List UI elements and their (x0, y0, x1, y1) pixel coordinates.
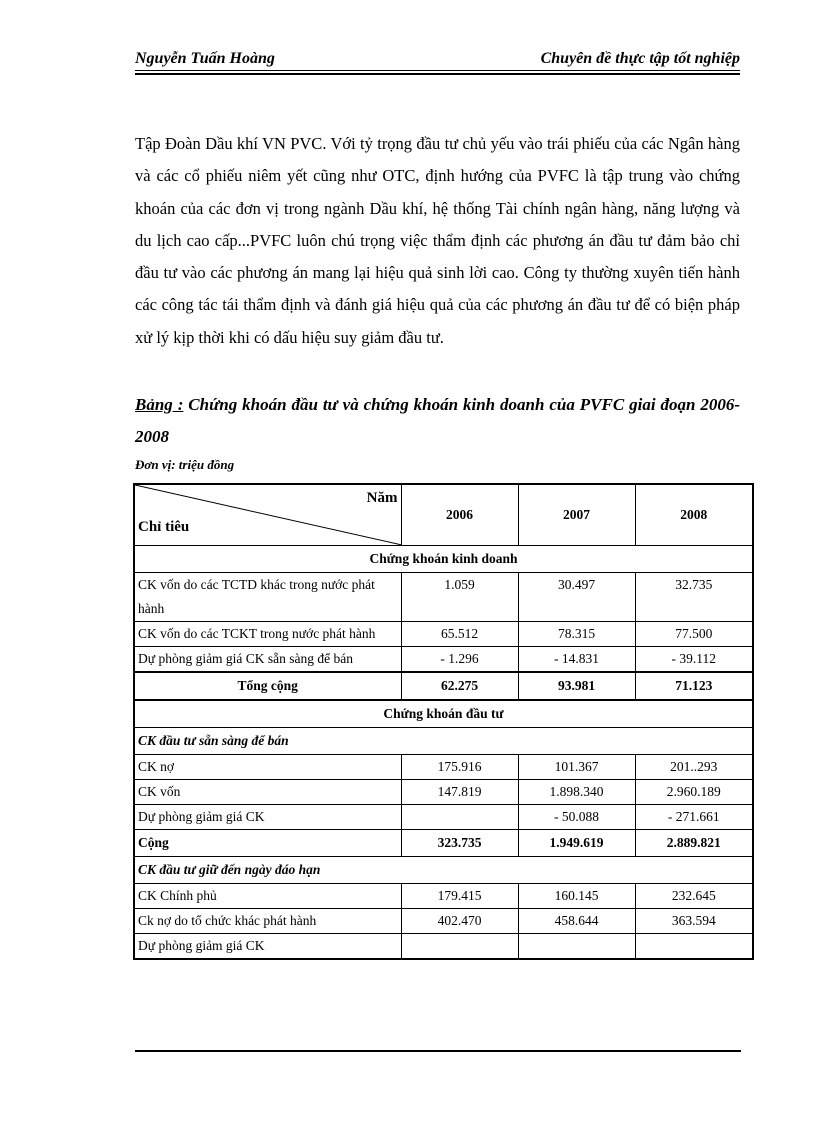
total-2008: 71.123 (635, 672, 753, 700)
table-row (134, 622, 753, 647)
cell-2007: 78.315 (518, 622, 635, 647)
header-year-label: Năm (366, 490, 398, 506)
section-investment-securities: Chứng khoán đầu tư (134, 700, 753, 728)
table-row (134, 934, 753, 960)
table-row (134, 909, 753, 934)
section-row (134, 546, 753, 573)
table-row (134, 884, 753, 909)
section-trading-securities: Chứng khoán kinh doanh (134, 546, 753, 573)
cell-2008: 32.735 (635, 573, 753, 622)
caption-text: Chứng khoán đầu tư và chứng khoán kinh doanh của PVFC giai đoạn 2006- 2008 (135, 395, 740, 446)
cell-2007: - 50.088 (518, 805, 635, 830)
subtotal-2006: 323.735 (401, 830, 518, 857)
subsection-row (134, 728, 753, 755)
header-author: Nguyễn Tuấn Hoàng (135, 50, 275, 67)
total-2006: 62.275 (401, 672, 518, 700)
diagonal-header-cell (134, 484, 401, 546)
cell-2006: 179.415 (401, 884, 518, 909)
row-label: CK nợ (134, 755, 401, 780)
row-label: Dự phòng giảm giá CK (134, 805, 401, 830)
cell-2008: 77.500 (635, 622, 753, 647)
cell-2008: - 39.112 (635, 647, 753, 673)
cell-2007 (518, 934, 635, 960)
footer-rule (135, 1050, 741, 1052)
row-label: Dự phòng giảm giá CK (134, 934, 401, 960)
row-label: CK vốn do các TCTD khác trong nước phát hành (134, 573, 401, 622)
cell-2006: 175.916 (401, 755, 518, 780)
subsection-row (134, 857, 753, 884)
year-2008: 2008 (635, 484, 753, 546)
header-rule-thick (135, 73, 740, 75)
subsection-available-for-sale: CK đầu tư sẵn sàng để bán (134, 728, 753, 755)
caption-label: Bảng : (135, 395, 184, 414)
cell-2008: 201..293 (635, 755, 753, 780)
page-header (135, 50, 740, 72)
table-caption (135, 389, 740, 453)
cell-2006: - 1.296 (401, 647, 518, 673)
subtotal-2008: 2.889.821 (635, 830, 753, 857)
year-2007: 2007 (518, 484, 635, 546)
cell-2006 (401, 805, 518, 830)
subtotal-2007: 1.949.619 (518, 830, 635, 857)
total-row (134, 672, 753, 700)
cell-2006: 65.512 (401, 622, 518, 647)
header-rule-thin (135, 70, 740, 71)
cell-2008: - 271.661 (635, 805, 753, 830)
header-item-label: Chỉ tiêu (138, 519, 190, 535)
cell-2007: 458.644 (518, 909, 635, 934)
cell-2006: 1.059 (401, 573, 518, 622)
cell-2007: 30.497 (518, 573, 635, 622)
cell-2006: 147.819 (401, 780, 518, 805)
row-label: CK vốn (134, 780, 401, 805)
cell-2007: - 14.831 (518, 647, 635, 673)
row-label: CK Chính phủ (134, 884, 401, 909)
table-row (134, 573, 753, 622)
total-label: Tổng cộng (134, 672, 401, 700)
row-label: CK vốn do các TCKT trong nước phát hành (134, 622, 401, 647)
cell-2008: 363.594 (635, 909, 753, 934)
cell-2008: 2.960.189 (635, 780, 753, 805)
cell-2007: 1.898.340 (518, 780, 635, 805)
cell-2006 (401, 934, 518, 960)
subtotal-label: Cộng (134, 830, 401, 857)
header-title: Chuyên đề thực tập tốt nghiệp (540, 50, 740, 67)
table-header-row (134, 484, 753, 546)
securities-table (133, 483, 754, 960)
row-label: Dự phòng giảm giá CK sẵn sàng để bán (134, 647, 401, 673)
cell-2008: 232.645 (635, 884, 753, 909)
subsection-held-to-maturity: CK đầu tư giữ đến ngày đáo hạn (134, 857, 753, 884)
table-row (134, 805, 753, 830)
body-paragraph: Tập Đoàn Dầu khí VN PVC. Với tỷ trọng đầu tư chủ yếu vào trái phiếu của các Ngân hàng và các cổ phiếu niêm yết cũng như OTC, định hướng của PVFC là tập trung vào chứng khoán của các đơn vị trong ngành Dầu khí, hệ thống Tài chính ngân hàng, năng lượng và du lịch cao cấp...PVFC luôn chú trọng việc thẩm định các phương án đầu tư đảm bảo chỉ đầu tư vào các phương án mang lại hiệu quả sinh lời cao. Công ty thường xuyên tiến hành các công tác tái thẩm định và đánh giá hiệu quả của các phương án đầu tư để có biện pháp xử lý kịp thời khi có dấu hiệu suy giảm đầu tư. (135, 134, 740, 347)
cell-2006: 402.470 (401, 909, 518, 934)
cell-2008 (635, 934, 753, 960)
cell-2007: 101.367 (518, 755, 635, 780)
total-2007: 93.981 (518, 672, 635, 700)
subtotal-row (134, 830, 753, 857)
year-2006: 2006 (401, 484, 518, 546)
cell-2007: 160.145 (518, 884, 635, 909)
table-row (134, 647, 753, 673)
row-label: Ck nợ do tổ chức khác phát hành (134, 909, 401, 934)
table-row (134, 755, 753, 780)
section-row (134, 700, 753, 728)
table-row (134, 780, 753, 805)
unit-note: Đơn vị: triệu đồng (135, 457, 235, 472)
